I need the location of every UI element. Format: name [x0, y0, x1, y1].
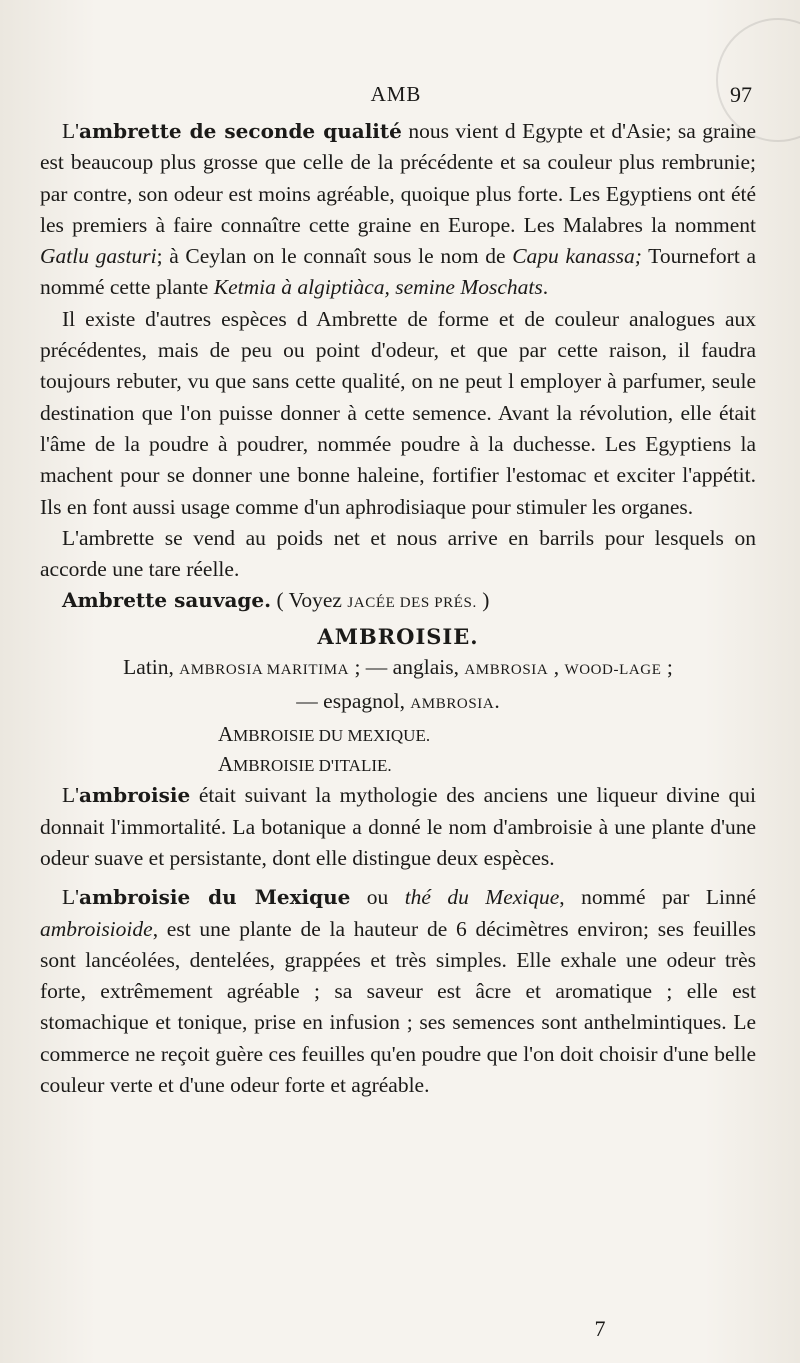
- text-fragment: était suivant la mythologie des anciens une liqueur divine qui donnait l'immortalité. La botanique a donné le nom d'ambroisie à une plante d'une odeur suave et persistante, dont elle distingue deux espèces.: [40, 783, 756, 870]
- text-fragment: .: [542, 275, 549, 300]
- text-fragment: .: [494, 689, 500, 714]
- subentry-mexique: [40, 720, 756, 750]
- text-fragment: ou: [350, 885, 405, 910]
- text-fragment: ): [476, 588, 490, 613]
- text-fragment: Tournefort a nommé cette plante: [40, 244, 757, 300]
- paragraph-ambrette-seconde: [40, 116, 756, 304]
- page-number: 97: [730, 82, 752, 107]
- synonym: AMBROSIA: [464, 661, 549, 678]
- term-capu-kanassa: Capu kanassa;: [512, 244, 642, 269]
- term-ambrette-sauvage: Ambrette sauvage.: [62, 588, 272, 613]
- running-head: AMB: [370, 82, 422, 106]
- synonym: AMBROSIA: [410, 696, 495, 713]
- text-fragment: nous vient d Egypte et d'Asie; sa graine est beaucoup plus grosse que celle de la précédente et sa couleur plus rembrunie; par contre, son odeur est moins agréable, quoique plus forte. Les Egyptiens ont été les premiers à faire connaître cette graine en Europe. Les Malabres la nomment: [40, 119, 756, 237]
- initial-capital: A: [218, 722, 234, 747]
- text-fragment: ; — anglais,: [349, 654, 465, 679]
- spacer: [40, 874, 756, 882]
- section-heading: AMBROISIE.: [317, 623, 479, 649]
- text-fragment: — espagnol,: [296, 689, 411, 714]
- text-fragment: Latin,: [123, 654, 180, 679]
- term-the-du-mexique: thé du Mexique: [404, 885, 560, 910]
- text-fragment: ,: [548, 654, 565, 679]
- term-ambroisie-mexique: ambroisie du Mexique: [79, 885, 351, 910]
- initial-capital: A: [218, 752, 234, 777]
- synonyms-line: [40, 652, 756, 721]
- text-fragment: ; à Ceylan on le connaît sous le nom de: [156, 244, 513, 269]
- signature-mark: 7: [594, 1316, 606, 1341]
- synonym: WOOD-LAGE: [564, 661, 662, 678]
- paragraph-vente: L'ambrette se vend au poids net et nous arrive en barrils pour lesquels on accorde une tare réelle.: [40, 525, 756, 582]
- text-fragment: L': [62, 783, 80, 808]
- text-fragment: L': [62, 119, 80, 143]
- term-gatlu-gasturi: Gatlu gasturi: [40, 244, 157, 269]
- text-fragment: ;: [661, 654, 673, 679]
- entry-ambrette-sauvage: [40, 585, 756, 619]
- term-ambroisie: ambroisie: [79, 783, 191, 808]
- paragraph-ambroisie: [40, 780, 756, 874]
- text-fragment: ( Voyez: [271, 588, 348, 613]
- term-ambroisioide: ambroisioide: [40, 916, 153, 941]
- text-fragment: , nommé par Linné: [559, 885, 757, 910]
- term-ambrette-seconde: ambrette de seconde qualité: [79, 119, 402, 143]
- subentry-italie: [40, 750, 756, 780]
- text-fragment: L': [62, 885, 80, 910]
- page-header: [40, 82, 752, 110]
- subentry-text: MBROISIE D'ITALIE.: [233, 756, 392, 776]
- subentry-text: MBROISIE DU MEXIQUE.: [233, 726, 431, 746]
- synonym: AMBROSIA MARITIMA: [179, 661, 350, 678]
- text-fragment: , est une plante de la hauteur de 6 décimètres environ; ses feuilles sont lancéolées, dentelées, grappées et très simples. Elle exhale une odeur très forte, extrêmement agréable ; sa saveur est âcre et aromatique ; elle est stomachique et tonique, prise en infusion ; ses semences sont anthelmintiques. Le commerce ne reçoit guère ces feuilles qu'en poudre que l'on doit choisir d'une belle couleur verte et d'une odeur forte et agréable.: [40, 916, 756, 1098]
- paragraph-autres-especes: Il existe d'autres espèces d Ambrette de forme et de couleur analogues aux précédentes, mais de peu ou point d'odeur, et que par cette raison, il faudra toujours rebuter, vu que sans cette qualité, on ne peut l employer à parfumer, seule destination que l'on puisse donner à cette semence. Avant la révolution, elle était l'âme de la poudre à poudrer, nommée poudre à la duchesse. Les Egyptiens la machent pour se donner une bonne haleine, fortifier l'estomac et exciter l'appétit. Ils en font aussi usage comme d'un aphrodisiaque pour stimuler les organes.: [40, 306, 756, 519]
- page-body: [40, 116, 756, 1101]
- paragraph-ambroisie-mexique: [40, 882, 756, 1101]
- term-ketmia: Ketmia à algiptiàca, semine Moschats: [213, 275, 543, 300]
- cross-reference: JACÉE DES PRÉS.: [347, 595, 477, 612]
